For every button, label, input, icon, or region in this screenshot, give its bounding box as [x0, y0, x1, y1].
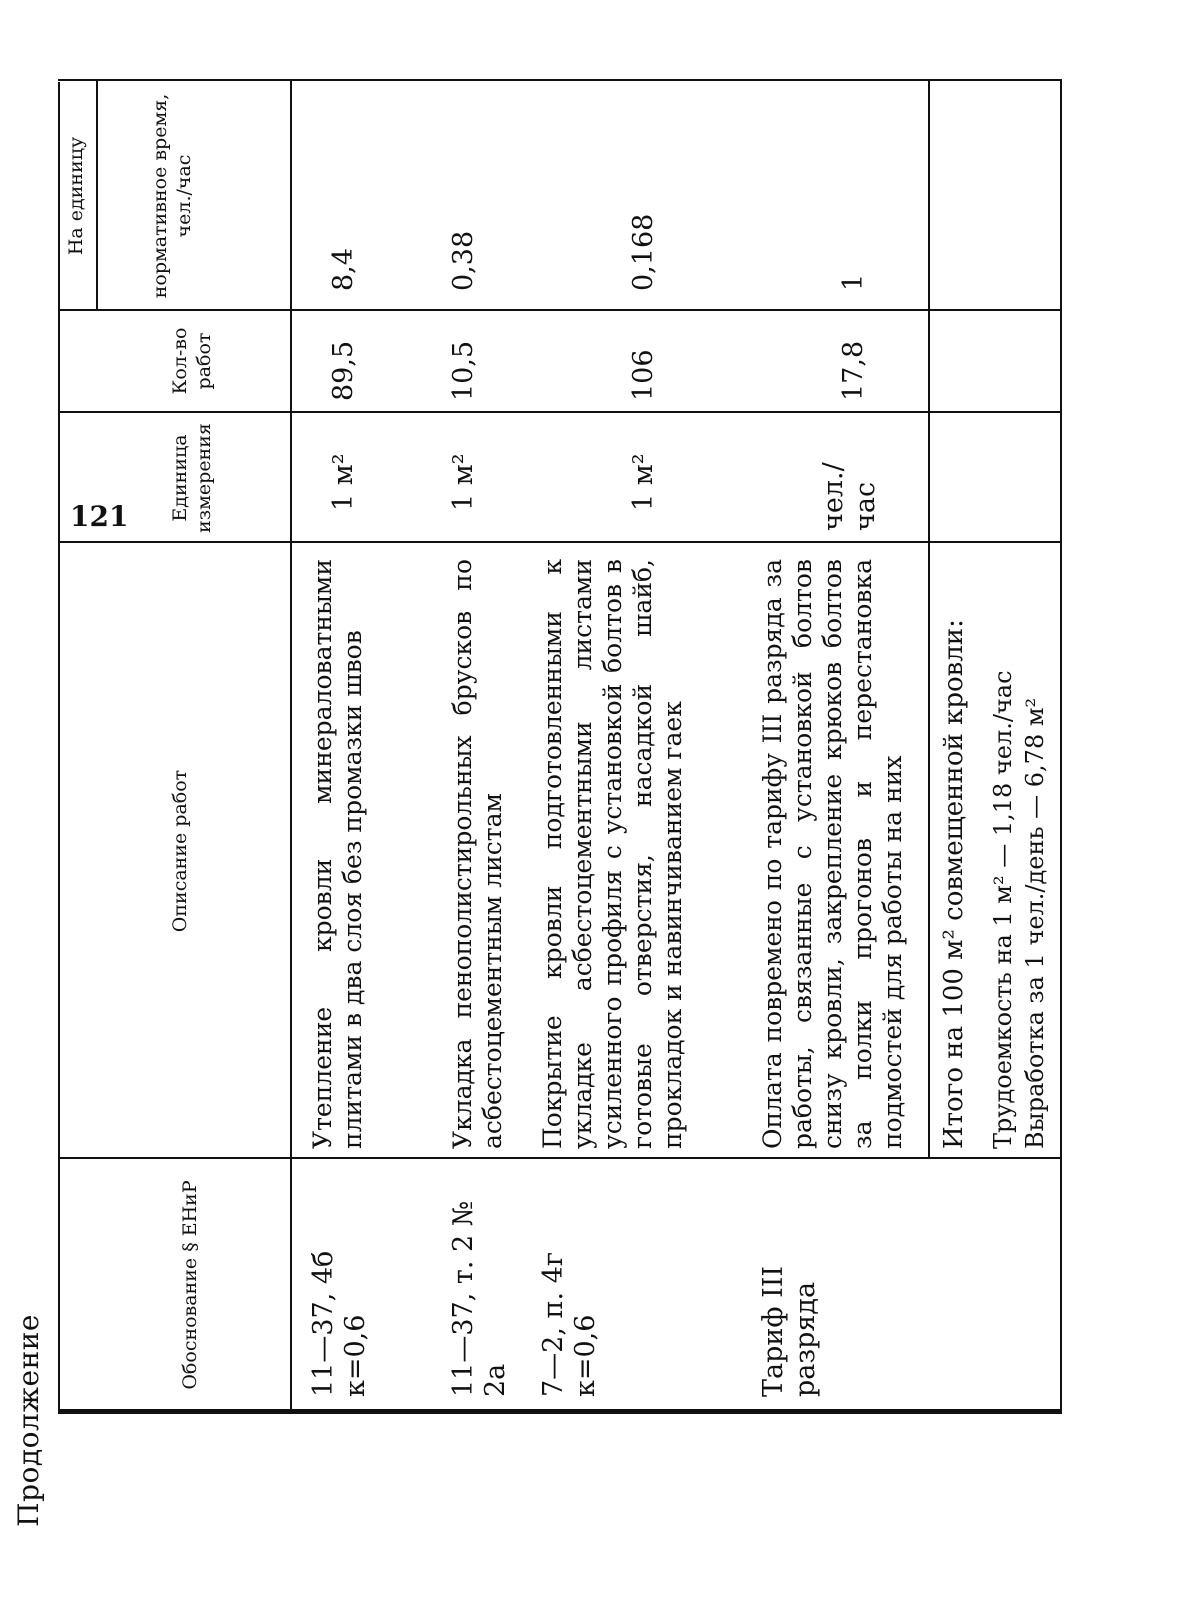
row4-basis: Тариф III разряда	[758, 1265, 821, 1397]
total-rule	[928, 81, 930, 1159]
row4-unit: чел./час	[818, 462, 881, 531]
row3-basis: 7—2, п. 4г к=0,6	[538, 1251, 601, 1397]
row3-description: Покрытие кровли подготовленными к укладке асбестоцементными листами усиленного профиля с установкой болтов в готовые отверстия, насадкой шайб, прокладок и навинчиванием гаек	[538, 559, 687, 1149]
row4-unit-time: 1	[838, 273, 869, 291]
col-line	[58, 1157, 1060, 1159]
row3-unit: 1 м²	[628, 453, 659, 511]
col-line	[58, 411, 1060, 413]
row2-description: Укладка пенополистирольных брусков по асбестоцементным листам	[448, 559, 507, 1149]
row1-description: Утепление кровли минераловатными плитами в два слоя без промазки швов	[308, 559, 367, 1149]
row1-basis: 11—37, 4б к=0,6	[308, 1250, 371, 1397]
header-basis: Обоснование § ЕНиР	[179, 1180, 201, 1390]
works-table	[58, 79, 1062, 1414]
header-rule	[290, 81, 292, 1411]
col-line	[58, 79, 1060, 81]
col-line	[58, 309, 1060, 311]
total-label: Итого на 100 м² совмещенной кровли:	[939, 619, 969, 1149]
row1-quantity: 89,5	[328, 340, 359, 401]
row3-unit-time: 0,168	[628, 213, 659, 291]
header-per-unit: На единицу	[65, 136, 87, 256]
table-top-border	[58, 82, 60, 1414]
row2-quantity: 10,5	[448, 340, 479, 401]
col-line	[58, 1409, 1060, 1411]
row4-quantity: 17,8	[838, 340, 869, 401]
header-unit-time: нормативное время, чел./час	[149, 93, 195, 299]
header-description: Описание работ	[169, 769, 191, 933]
group-rule	[96, 81, 98, 311]
summary-line2: Выработка за 1 чел./день — 6,78 м²	[1021, 697, 1049, 1149]
row1-unit: 1 м²	[328, 453, 359, 511]
col-line	[58, 541, 1060, 543]
row2-unit: 1 м²	[448, 453, 479, 511]
row2-basis: 11—37, т. 2 № 2а	[448, 1200, 511, 1397]
row2-unit-time: 0,38	[448, 230, 479, 291]
page-heading: Продолжение	[12, 1314, 45, 1527]
summary-line1: Трудоемкость на 1 м² — 1,18 чел./час	[989, 670, 1017, 1149]
header-unit: Единица измерения	[169, 423, 215, 533]
header-quantity: Кол-во работ	[169, 327, 215, 395]
row1-unit-time: 8,4	[328, 248, 359, 291]
row4-description: Оплата повремено по тарифу III разряда за работы, связанные с установкой болтов снизу кровли, закрепление крюков болтов за полки прогонов и перестановка подмостей для работы на них	[758, 559, 907, 1149]
page-number: 121	[70, 500, 129, 533]
row3-quantity: 106	[628, 349, 659, 401]
